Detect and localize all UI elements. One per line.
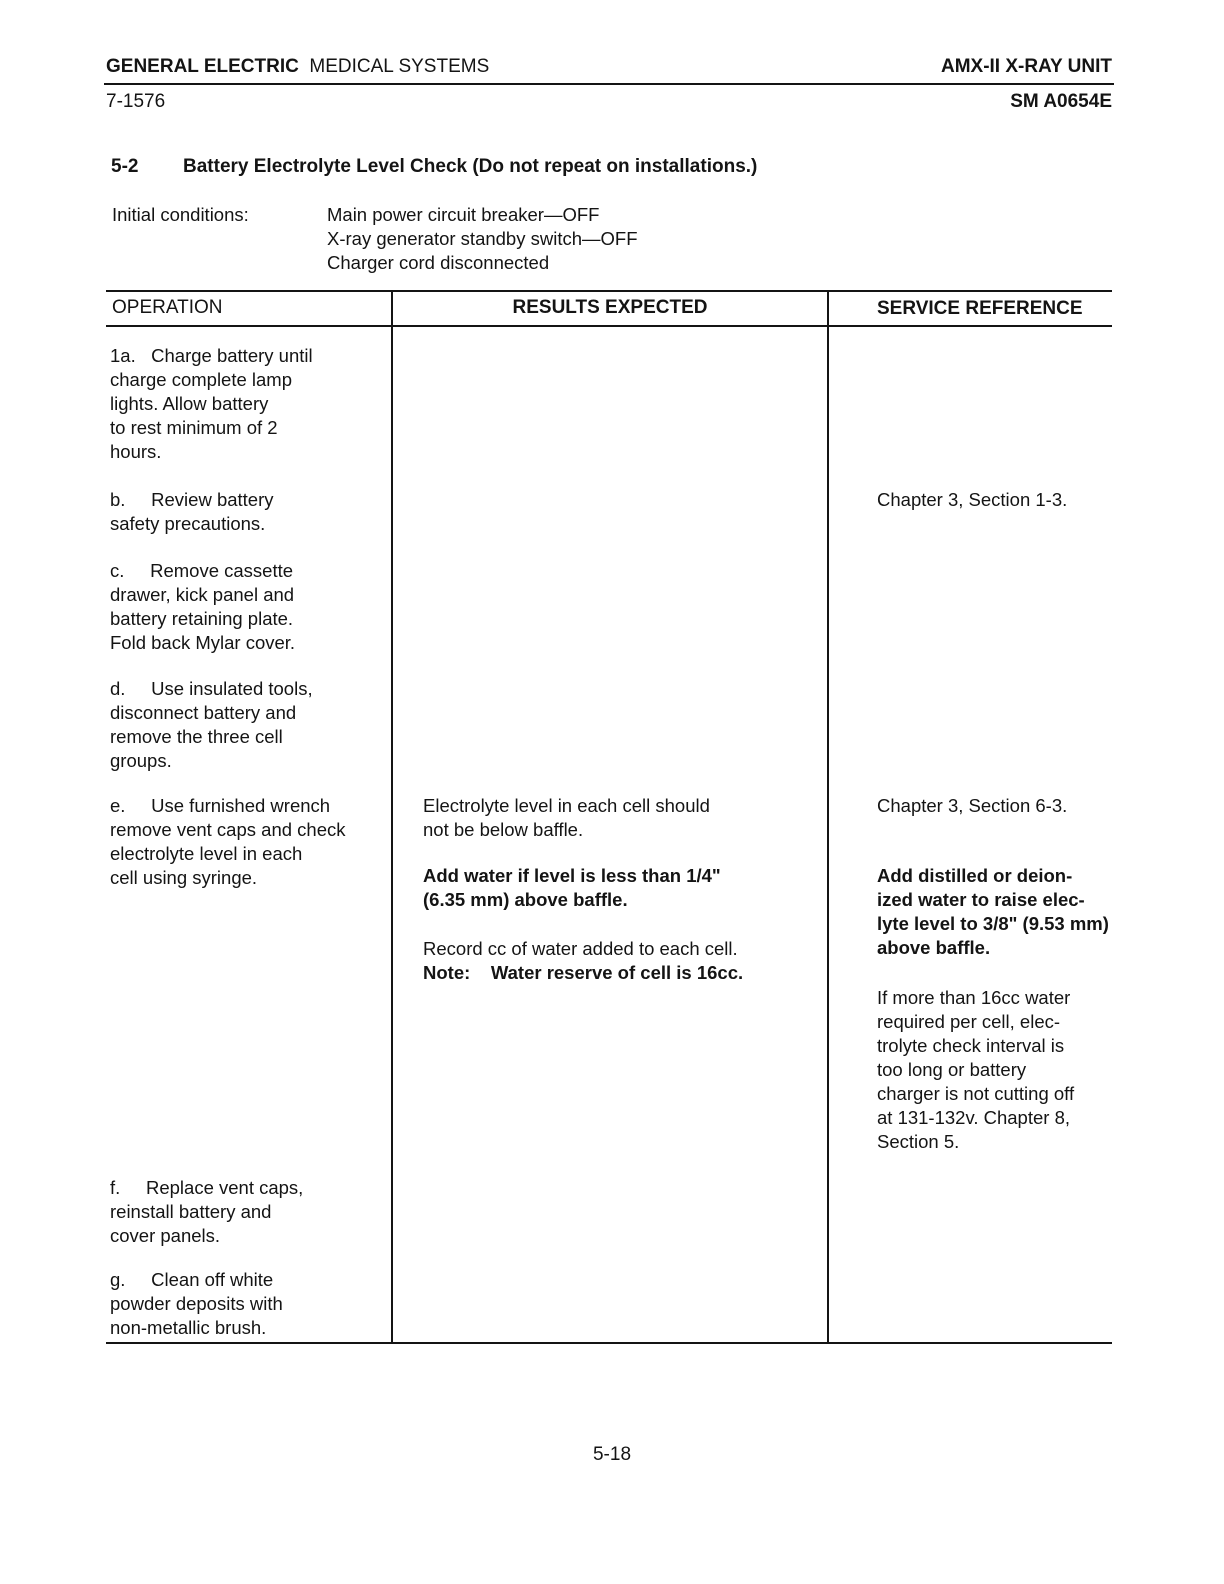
step-marker: f.: [110, 1177, 121, 1198]
operation-step-f: f. Replace vent caps, reinstall battery and cover panels.: [110, 1177, 304, 1246]
reference-step-e: Chapter 3, Section 6-3. Add distilled or deion- ized water to raise elec- lyte level to 3/8" (9.53 mm) above baffle. If more than 16cc water required per cell, elec- trolyte check interval is too long or battery charger is not cutting off at 131-132v. Chapter 8, Section 5.: [877, 794, 1142, 1154]
company-name: GENERAL ELECTRIC: [106, 56, 299, 77]
condition-item: X-ray generator standby switch—OFF: [327, 228, 638, 249]
record-instruction: Record cc of water added to each cell.: [423, 938, 738, 959]
step-marker: g.: [110, 1269, 126, 1290]
operation-step-b: b. Review battery safety precautions.: [110, 489, 274, 534]
column-divider: [827, 290, 829, 1344]
header-operation: OPERATION: [112, 297, 223, 318]
header-service-reference: SERVICE REFERENCE: [877, 298, 1083, 319]
header-results-expected: RESULTS EXPECTED: [512, 297, 708, 318]
step-marker: d.: [110, 678, 126, 699]
section-number: 5-2: [111, 156, 139, 177]
add-water-instruction: Add water if level is less than 1/4": [423, 865, 721, 886]
table-top-rule: [106, 290, 1112, 292]
water-reserve-note: Note: Water reserve of cell is 16cc.: [423, 962, 744, 983]
step-marker: 1a.: [110, 345, 136, 366]
doc-number: 7-1576: [106, 91, 166, 112]
initial-conditions-list: [327, 203, 638, 275]
column-divider: [391, 290, 393, 1344]
distilled-water-note: Add distilled or deion- ized water to raise elec- lyte level to 3/8" (9.53 mm) above baffle.: [877, 865, 1109, 958]
header-company: [106, 56, 489, 78]
step-marker: c.: [110, 560, 125, 581]
table-header-rule: [106, 325, 1112, 327]
reference-step-b: Chapter 3, Section 1-3.: [877, 489, 1068, 510]
result-step-e: Electrolyte level in each cell should not be below baffle. Add water if level is less than 1/4" (6.35 mm) above baffle. Record cc of water added to each cell. Note: Water reserve of cell is 16cc.: [423, 794, 823, 985]
operation-step-e: e. Use furnished wrench remove vent caps and check electrolyte level in each cell using syringe.: [110, 795, 346, 888]
operation-step-d: d. Use insulated tools, disconnect battery and remove the three cell groups.: [110, 678, 313, 771]
condition-item: Charger cord disconnected: [327, 252, 550, 273]
section-title: Battery Electrolyte Level Check (Do not repeat on installations.): [183, 156, 758, 177]
operation-step-g: g. Clean off white powder deposits with non-metallic brush.: [110, 1269, 283, 1338]
table-bottom-rule: [106, 1342, 1112, 1344]
initial-conditions-label: Initial conditions:: [112, 204, 249, 225]
operation-step-c: c. Remove cassette drawer, kick panel and battery retaining plate. Fold back Mylar cover.: [110, 560, 296, 653]
condition-item: Main power circuit breaker—OFF: [327, 204, 600, 225]
manual-number: SM A0654E: [1010, 91, 1112, 112]
step-marker: b.: [110, 489, 126, 510]
page-number: 5-18: [592, 1444, 632, 1465]
header-rule: [104, 83, 1114, 85]
company-division: MEDICAL SYSTEMS: [309, 56, 490, 77]
excess-water-note: If more than 16cc water required per cell, elec- trolyte check interval is too long or battery charger is not cutting off at 131-132v. Chapter 8, Section 5.: [877, 987, 1075, 1152]
product-name: AMX-II X-RAY UNIT: [940, 56, 1112, 77]
step-marker: e.: [110, 795, 126, 816]
operation-step-1a: 1a. Charge battery until charge complete lamp lights. Allow battery to rest minimum of 2 hours.: [110, 345, 313, 462]
